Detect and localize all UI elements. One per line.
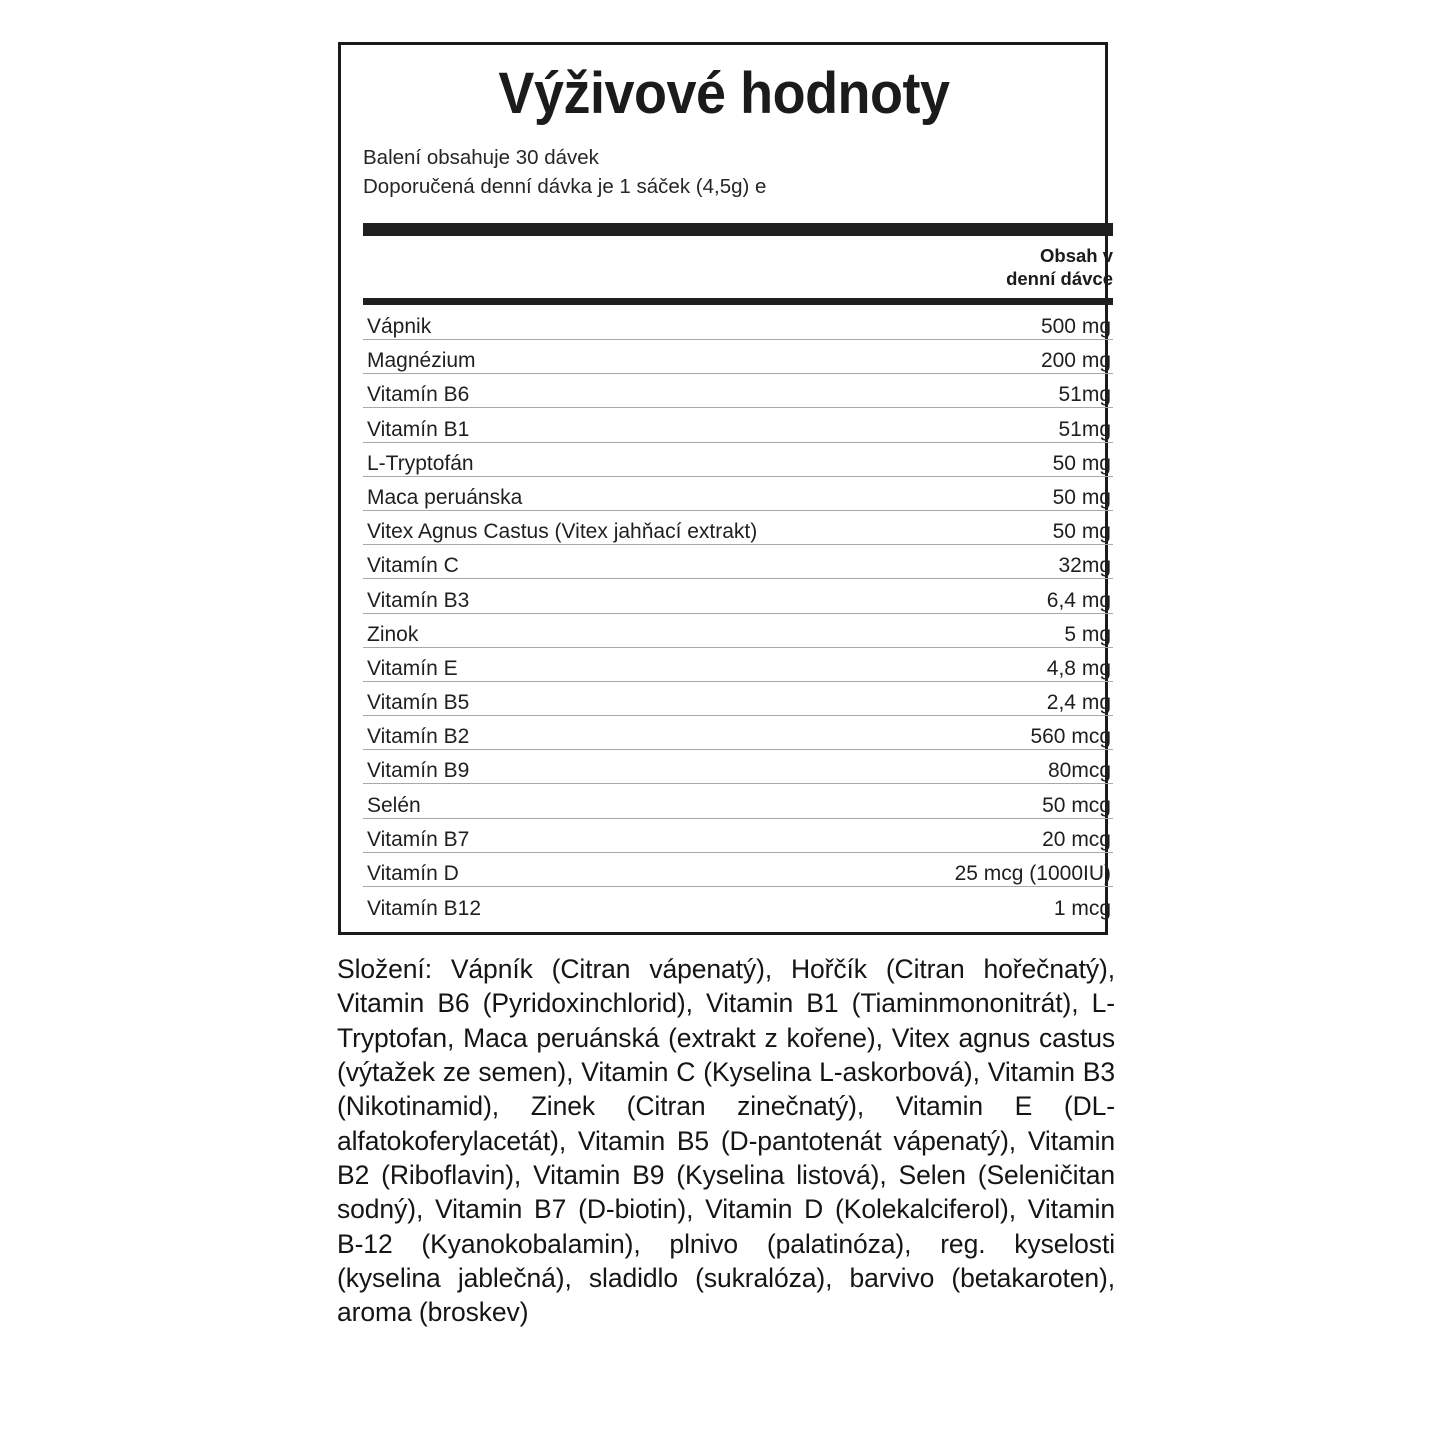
serving-size: Doporučená denní dávka je 1 sáček (4,5g) e — [363, 175, 767, 199]
nutrient-rows — [363, 305, 1113, 920]
column-header-amount-per-dose — [363, 236, 1113, 298]
table-row — [363, 510, 1113, 544]
composition-text: Složení: Vápník (Citran vápenatý), Hořčík (Citran hořečnatý), Vitamin B6 (Pyridoxinchlorid), Vitamin B1 (Tiaminmononitrát), L-Tryptofan, Maca peruánská (extrakt z kořene), Vitex agnus castus (výtažek ze semen), Vitamin C (Kyselina L-askorbová), Vitamin B3 (Nikotinamid), Zinek (Citran zinečnatý), Vitamin E (DL-alfatokoferylacetát), Vitamin B5 (D-pantotenát vápenatý), Vitamin B2 (Riboflavin), Vitamin B9 (Kyselina listová), Selen (Seleničitan sodný), Vitamin B7 (D-biotin), Vitamin D (Kolekalciferol), Vitamin B-12 (Kyanokobalamin), plnivo (palatinóza), reg. kyselosti (kyselina jablečná), sladidlo (sukralóza), barvivo (betakaroten), aroma (broskev) — [337, 954, 1115, 1328]
table-row — [363, 647, 1113, 681]
table-row — [363, 408, 1113, 442]
nutrient-name: Vitamín B9 — [363, 750, 738, 784]
page-title: Výživové hodnoty — [498, 61, 950, 126]
nutrient-amount: 500 mg — [738, 305, 1113, 339]
thick-rule-top — [363, 223, 1113, 236]
nutrient-amount: 51mg — [738, 408, 1113, 442]
nutrient-amount: 50 mg — [738, 442, 1113, 476]
table-row — [363, 784, 1113, 818]
nutrient-amount: 6,4 mg — [738, 579, 1113, 613]
nutrient-amount: 50 mg — [738, 476, 1113, 510]
column-header-line2: denní dávce — [1006, 267, 1113, 289]
nutrient-amount: 1 mcg — [1053, 896, 1111, 920]
table-row — [363, 476, 1113, 510]
table-row — [363, 374, 1113, 408]
nutrient-name: Vitamín B7 — [363, 818, 738, 852]
medium-rule-under-header — [363, 298, 1113, 305]
table-row — [363, 305, 1113, 339]
nutrient-table — [363, 305, 1113, 920]
nutrient-name: Zinok — [363, 613, 738, 647]
table-row — [363, 716, 1113, 750]
table-row — [363, 545, 1113, 579]
nutrient-name: Vápnik — [363, 305, 738, 339]
nutrient-name: Vitamín B2 — [363, 716, 738, 750]
nutrient-name: Selén — [363, 784, 738, 818]
panel-inner — [341, 45, 1113, 932]
nutrient-name: Vitamín D — [363, 852, 738, 886]
nutrient-amount: 80mcg — [738, 750, 1113, 784]
nutrient-name: Vitamín B1 — [363, 408, 738, 442]
nutrient-name: Vitamín B3 — [363, 579, 738, 613]
nutrient-amount: 5 mg — [738, 613, 1113, 647]
nutrient-name: Maca peruánska — [363, 476, 738, 510]
nutrient-amount: 50 mcg — [738, 784, 1113, 818]
column-header-line1: Obsah v — [1040, 245, 1113, 267]
table-row — [363, 818, 1113, 852]
nutrient-name: Vitamín C — [363, 545, 738, 579]
nutrient-amount: 560 mcg — [738, 716, 1113, 750]
table-row — [363, 750, 1113, 784]
nutrient-name: Vitamín E — [363, 647, 738, 681]
nutrient-amount: 32mg — [738, 545, 1113, 579]
nutrient-name: Vitex Agnus Castus (Vitex jahňací extrakt) — [363, 510, 738, 544]
table-row — [363, 340, 1113, 374]
nutrition-facts-panel — [338, 42, 1113, 935]
nutrient-name: Vitamín B5 — [363, 681, 738, 715]
table-row — [363, 852, 1113, 886]
nutrient-name: Vitamín B12 — [367, 896, 482, 920]
servings-per-container: Balení obsahuje 30 dávek — [363, 146, 599, 169]
nutrient-amount: 20 mcg — [738, 818, 1113, 852]
nutrient-name: L-Tryptofán — [363, 442, 738, 476]
nutrient-name: Magnézium — [363, 340, 738, 374]
table-row — [363, 579, 1113, 613]
table-row — [363, 613, 1113, 647]
nutrient-amount: 2,4 mg — [738, 681, 1113, 715]
nutrient-amount: 51mg — [738, 374, 1113, 408]
table-row — [363, 681, 1113, 715]
serving-info — [353, 123, 1095, 201]
nutrient-amount: 50 mg — [738, 510, 1113, 544]
nutrient-amount: 200 mg — [738, 340, 1113, 374]
table-row — [363, 887, 1113, 921]
nutrient-name: Vitamín B6 — [363, 374, 738, 408]
table-row — [363, 442, 1113, 476]
nutrient-amount: 25 mcg (1000IU) — [738, 852, 1113, 886]
nutrient-amount: 4,8 mg — [738, 647, 1113, 681]
